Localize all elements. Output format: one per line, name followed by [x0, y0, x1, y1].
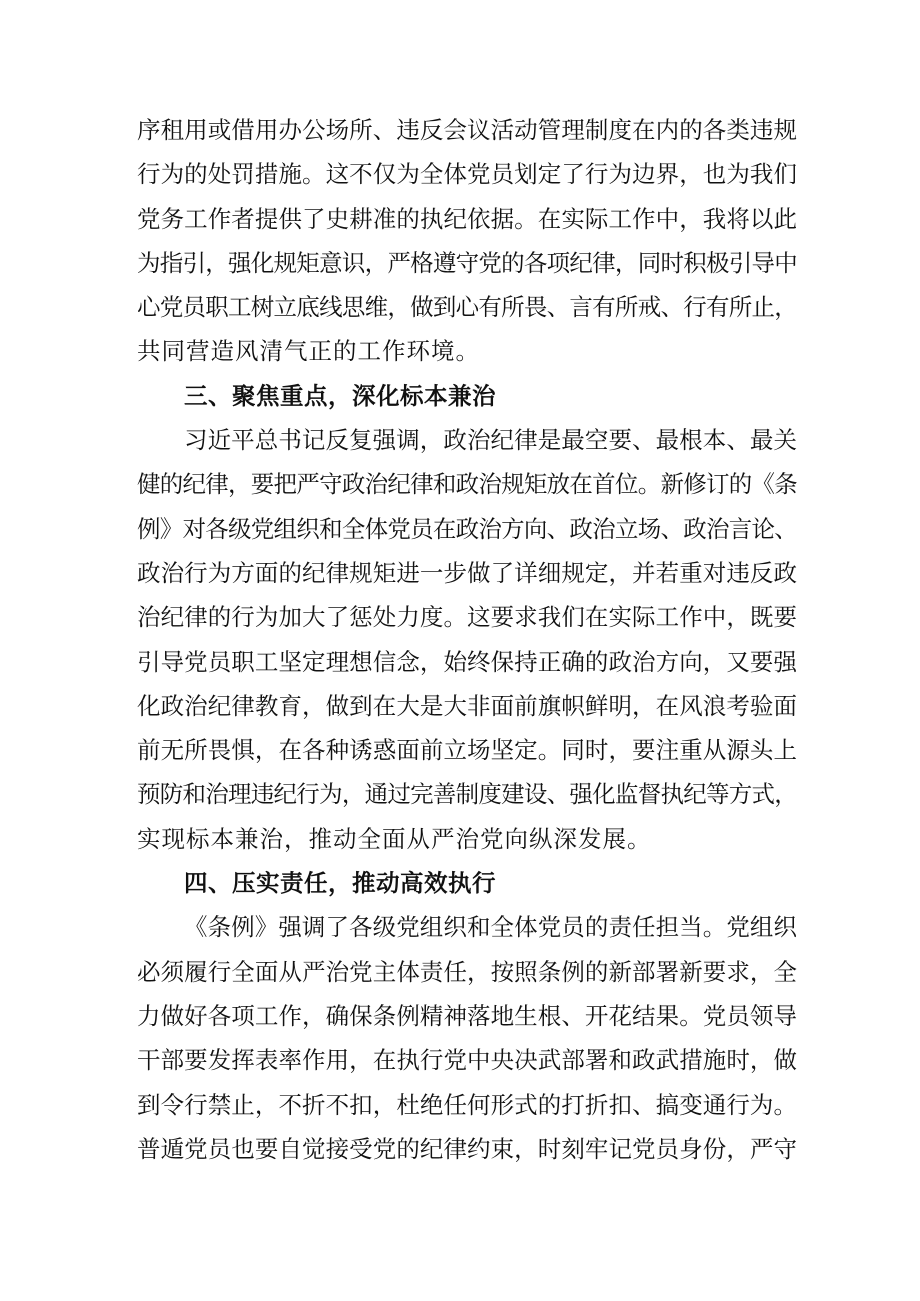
text-line: 序租用或借用办公场所、违反会议活动管理制度在内的各类违规 [137, 116, 797, 144]
text-line: 化政治纪律教育，做到在大是大非面前旗帜鲜明，在风浪考验面 [137, 691, 797, 720]
text-line: 共同营造风清气正的工作环境。 [137, 337, 480, 366]
text-line: 行为的处罚措施。这不仅为全体党员划定了行为边界，也为我们 [137, 160, 797, 189]
text-line: 实现标本兼治，推动全面从严治党向纵深发展。 [137, 824, 652, 853]
text-line: 《条例》强调了各级党组织和全体党员的责任担当。党组织 [184, 913, 797, 942]
text-line: 例》对各级党组织和全体党员在政治方向、政治立场、政治言论、 [137, 514, 797, 543]
text-line: 心党员职工树立底线思维，做到心有所畏、言有所戒、行有所止， [137, 293, 797, 322]
document-body [137, 108, 797, 1171]
paragraph-3 [137, 905, 797, 1171]
text-line: 为指引，强化规矩意识，严格遵守党的各项纪律，同时积极引导中 [137, 248, 797, 277]
text-line: 必须履行全面从严治党主体责任，按照条例的新部署新要求，全 [137, 957, 797, 986]
text-line: 干部要发挥表率作用，在执行党中央决武部署和政武措施时，做 [137, 1046, 797, 1075]
text-line: 治纪律的行为加大了惩处力度。这要求我们在实际工作中，既要 [137, 603, 797, 632]
paragraph-1 [137, 108, 797, 374]
text-line: 党务工作者提供了史耕准的执纪依据。在实际工作中，我将以此 [137, 204, 797, 233]
section-heading-3: 三、聚焦重点，深化标本兼治 [184, 381, 496, 410]
text-line: 预防和治理违纪行为，通过完善制度建设、强化监督执纪等方式， [137, 780, 797, 809]
section-heading-4: 四、压实责任，推动高效执行 [184, 869, 496, 898]
text-line: 前无所畏惧，在各种诱惑面前立场坚定。同时，要注重从源头上 [137, 736, 797, 765]
text-line: 政治行为方面的纪律规矩进一步做了详细规定，并若重对违反政 [137, 558, 797, 587]
text-line: 力做好各项工作，确保条例精神落地生根、开花结果。党员领导 [137, 1001, 797, 1030]
text-line: 健的纪律，要把严守政治纪律和政治规矩放在首位。新修订的《条 [137, 470, 797, 499]
paragraph-2 [137, 418, 797, 861]
text-line: 习近平总书记反复强调，政治纪律是最空要、最根本、最关 [184, 426, 797, 455]
text-line: 引导党员职工坚定理想信念，始终保持正确的政治方向，又要强 [137, 647, 797, 676]
text-line: 到令行禁止，不折不扣，杜绝任何形式的打折扣、搞变通行为。 [137, 1090, 797, 1119]
text-line: 普遁党员也要自觉接受党的纪律约束，时刻牢记党员身份，严守 [137, 1134, 797, 1163]
